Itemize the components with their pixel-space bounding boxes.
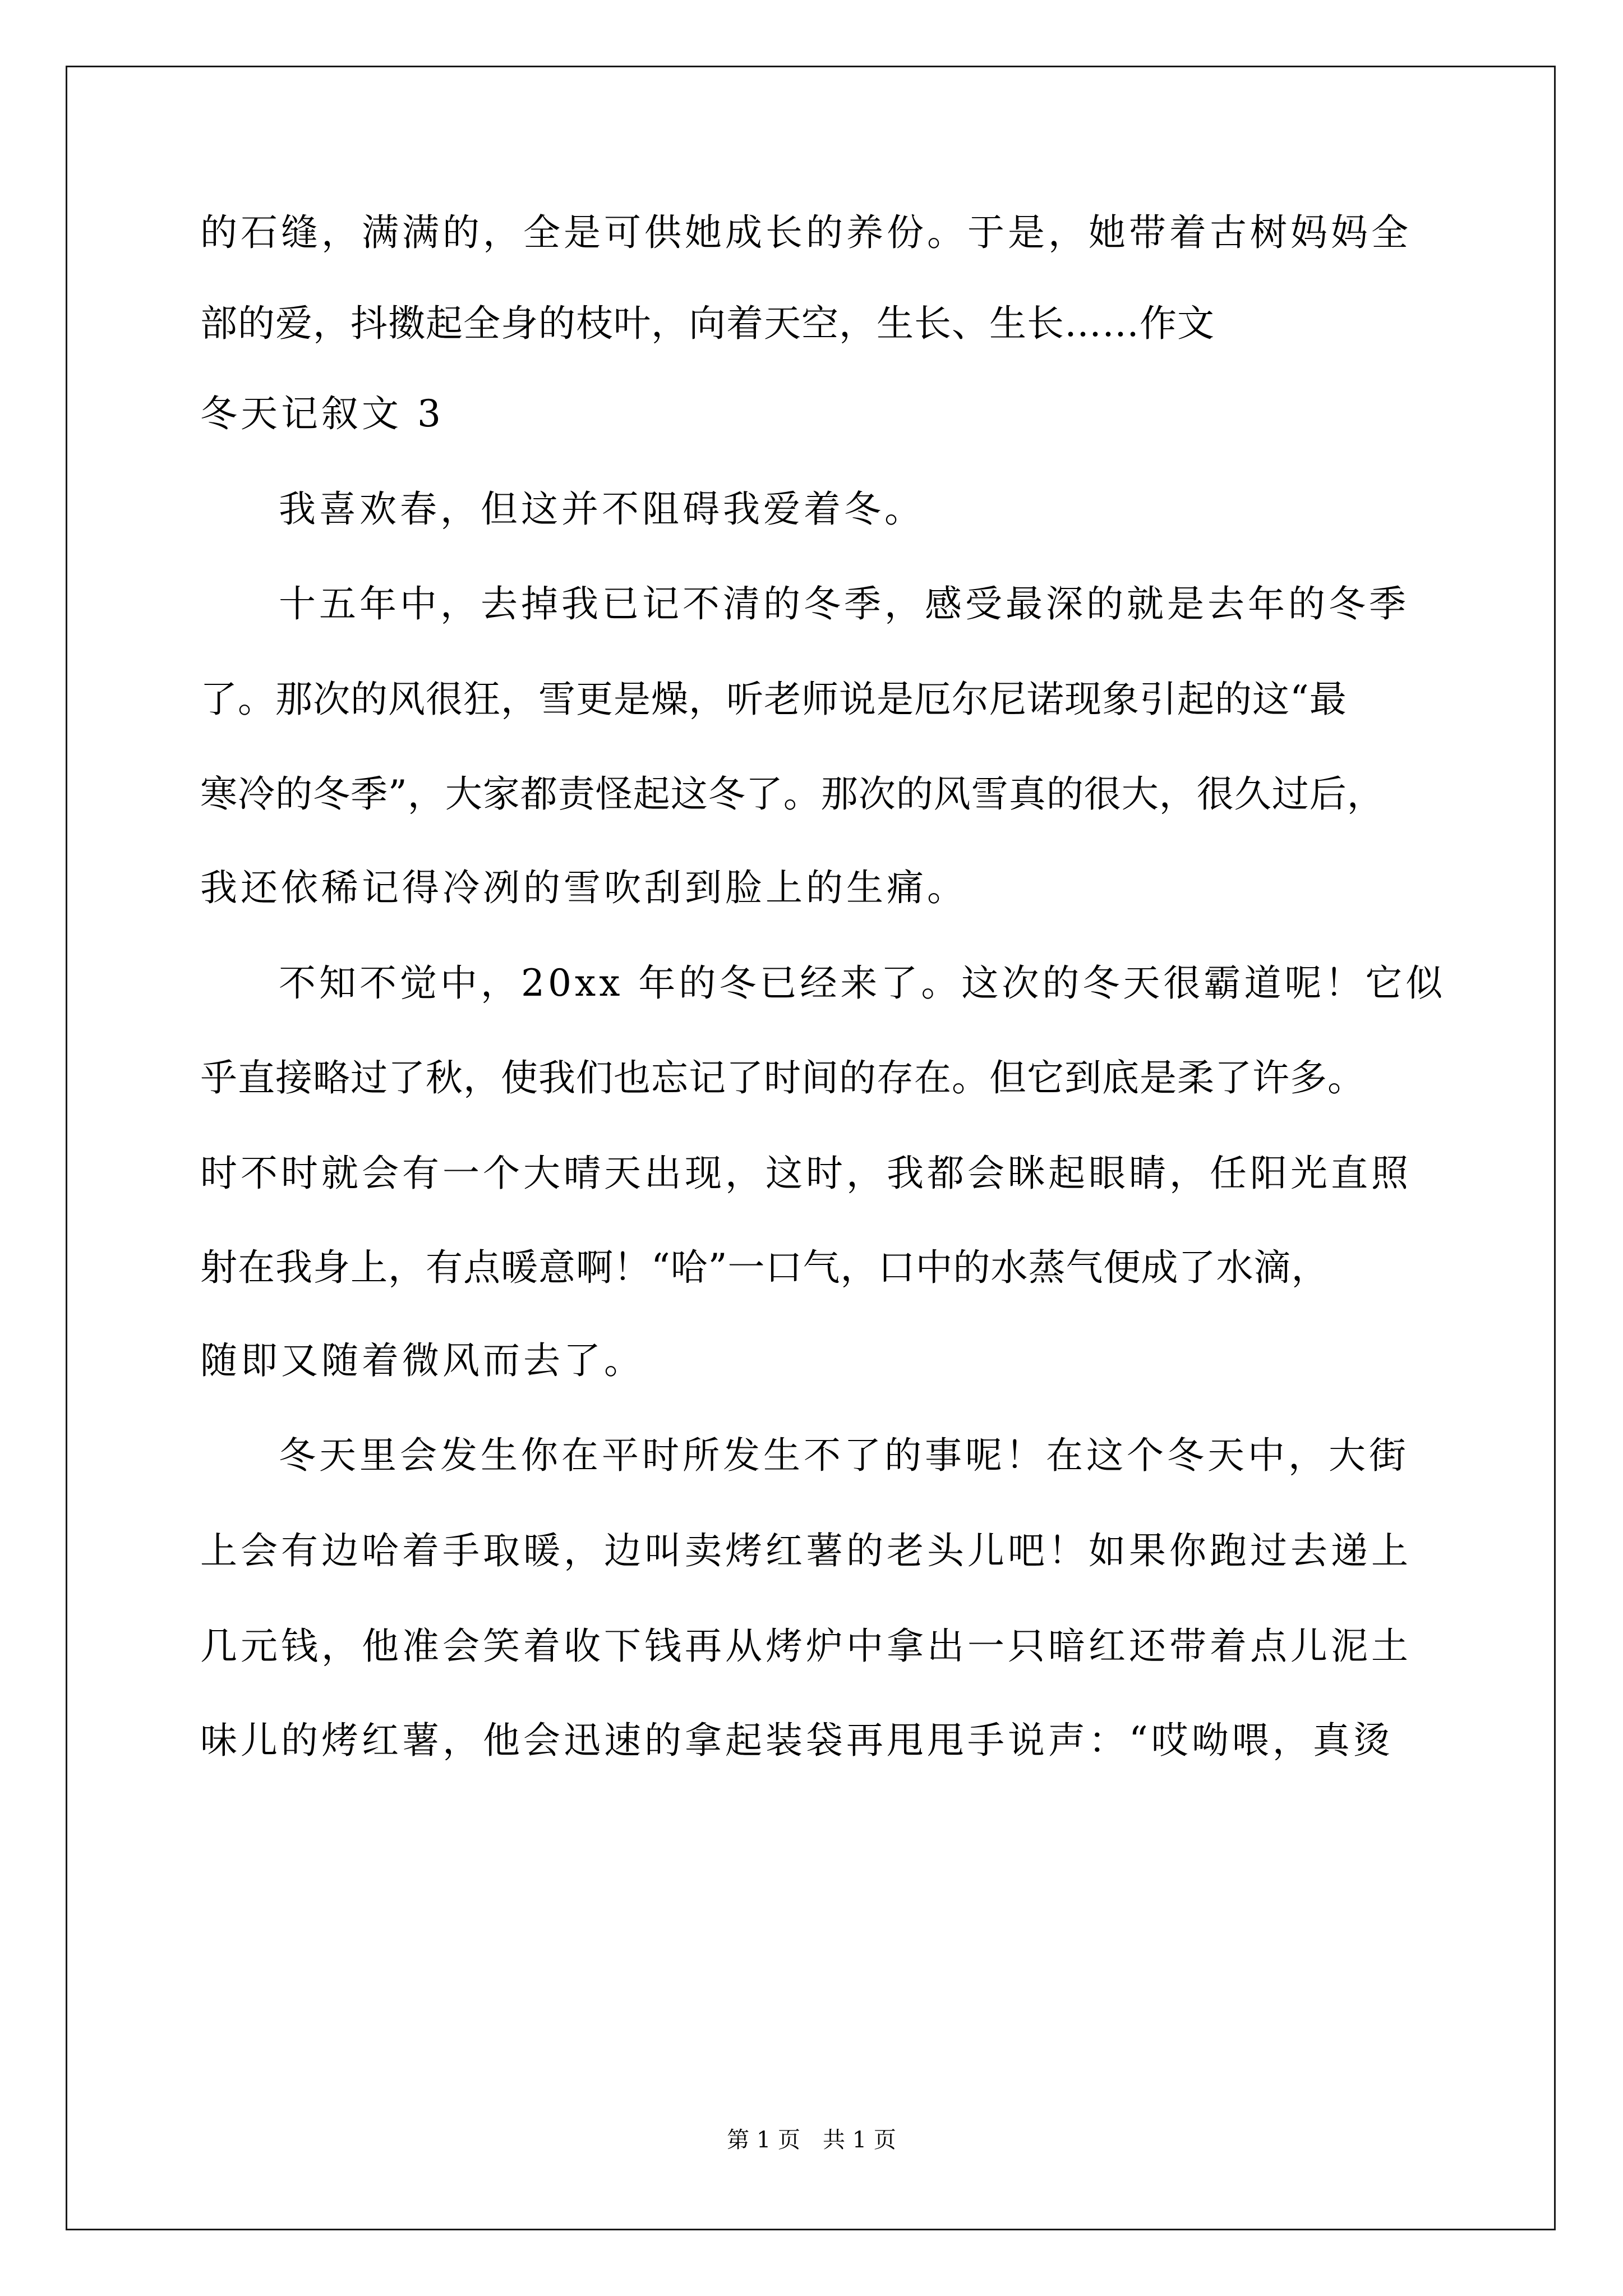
- text-line: 我还依稀记得冷冽的雪吹刮到脸上的生痛。: [200, 866, 967, 909]
- text-line: 十五年中，去掉我已记不清的冬季，感受最深的就是去年的冬季: [279, 582, 1409, 625]
- text-line: 我喜欢春，但这并不阻碍我爱着冬。: [279, 487, 925, 531]
- text-line: 不知不觉中，20xx 年的冬已经来了。这次的冬天很霸道呢！它似: [279, 961, 1446, 1005]
- text-line: 寒冷的冬季”，大家都责怪起这冬了。那次的风雪真的很大，很久过后，: [200, 772, 1385, 816]
- text-line: 上会有边哈着手取暖，边叫卖烤红薯的老头儿吧！如果你跑过去递上: [200, 1529, 1412, 1572]
- text-line: 的石缝，满满的，全是可供她成长的养份。于是，她带着古树妈妈全: [200, 211, 1412, 254]
- page-number: 第 1 页 共 1 页: [727, 2127, 896, 2153]
- section-heading: 冬天记叙文 3: [200, 392, 444, 435]
- text-line: 了。那次的风很狂，雪更是燥，听老师说是厄尔尼诺现象引起的这“最: [200, 678, 1347, 721]
- text-line: 乎直接略过了秋，使我们也忘记了时间的存在。但它到底是柔了许多。: [200, 1056, 1365, 1099]
- text-line: 味儿的烤红薯，他会迅速的拿起装袋再甩甩手说声：“哎呦喂，真烫: [200, 1719, 1394, 1762]
- text-line: 冬天里会发生你在平时所发生不了的事呢！在这个冬天中，大街: [279, 1434, 1409, 1477]
- text-line: 部的爱，抖擞起全身的枝叶，向着天空，生长、生长……作文: [200, 302, 1215, 345]
- text-line: 射在我身上，有点暖意啊！“哈”一口气，口中的水蒸气便成了水滴，: [200, 1246, 1329, 1289]
- text-line: 几元钱，他准会笑着收下钱再从烤炉中拿出一只暗红还带着点儿泥土: [200, 1625, 1412, 1668]
- text-line: 随即又随着微风而去了。: [200, 1339, 644, 1382]
- text-line: 时不时就会有一个大晴天出现，这时，我都会眯起眼睛，任阳光直照: [200, 1152, 1412, 1195]
